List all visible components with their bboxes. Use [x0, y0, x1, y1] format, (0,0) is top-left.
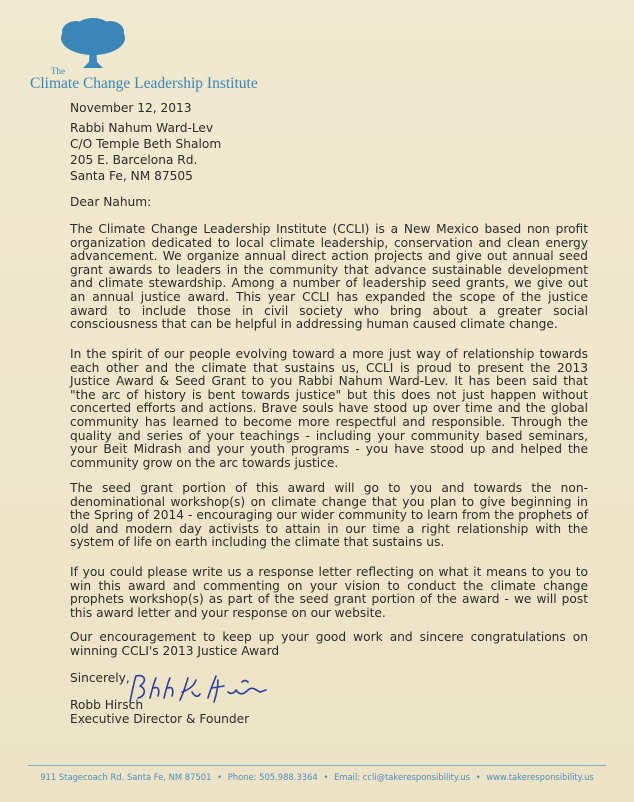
footer-separator: •	[323, 772, 329, 782]
org-name: Climate Change Leadership Institute	[30, 75, 258, 92]
recipient-line: Santa Fe, NM 87505	[70, 169, 193, 183]
body-paragraph: In the spirit of our people evolving toward a more just way of relationship towards each other and the climate that sustains us, CCLI is proud to present the 2013 Justice Award & Seed Grant to you Rabbi Nahum Ward-Lev. It has been said that "the arc of history is bent towards justice" but this does not just happen without concerted efforts and actions. Brave souls have stood up over time and the global community has learned to become more respectful and responsible. Through the quality and series of your teachings - including your community based seminars, your Beit Midrash and your youth programs - you have stood up and helped the community grow on the arc towards justice.	[70, 347, 588, 470]
recipient-address	[70, 122, 588, 186]
body-paragraph: Our encouragement to keep up your good work and sincere congratulations on winning CCLI's 2013 Justice Award	[70, 630, 588, 658]
tree-icon	[58, 18, 128, 70]
footer-separator: •	[217, 772, 223, 782]
letter-date: November 12, 2013	[70, 101, 192, 115]
signer-name: Robb Hirsch	[70, 698, 144, 712]
footer-separator: •	[475, 772, 481, 782]
recipient-line: C/O Temple Beth Shalom	[70, 137, 222, 151]
footer-email: Email: ccli@takeresponsibility.us	[334, 772, 471, 782]
footer-phone: Phone: 505.988.3364	[227, 772, 318, 782]
salutation: Dear Nahum:	[70, 195, 152, 209]
closing: Sincerely,	[70, 671, 130, 685]
footer-divider	[28, 765, 606, 766]
footer-contact	[28, 772, 606, 782]
footer-website: www.takeresponsibility.us	[486, 772, 594, 782]
org-name-prefix: The	[51, 66, 65, 76]
signer-title: Executive Director & Founder	[70, 712, 250, 726]
body-paragraph: The Climate Change Leadership Institute (CCLI) is a New Mexico based non profit organization dedicated to local climate leadership, conservation and clean energy advancement. We organize annual direct action projects and give out annual seed grant awards to leaders in the community that advance sustainable development and climate stewardship. Among a number of leadership seed grants, we give out an annual justice award. This year CCLI has expanded the scope of the justice award to include those in civil society who bring about a greater social consciousness that can be helpful in addressing human caused climate change.	[70, 222, 588, 332]
recipient-line: 205 E. Barcelona Rd.	[70, 153, 198, 167]
body-paragraph: If you could please write us a response letter reflecting on what it means to you to win this award and commenting on your vision to conduct the climate change prophets workshop(s) as part of the seed grant portion of the award - we will post this award letter and your response on our website.	[70, 565, 588, 620]
body-paragraph: The seed grant portion of this award will go to you and towards the non-denominational workshop(s) on climate change that you plan to give beginning in the Spring of 2014 - encouraging our wider community to learn from the prophets of old and modern day activists to attain in our time a right relationship with the system of life on earth including the climate that sustains us.	[70, 481, 588, 550]
recipient-line: Rabbi Nahum Ward-Lev	[70, 121, 214, 135]
footer-address: 911 Stagecoach Rd. Santa Fe, NM 87501	[40, 772, 212, 782]
org-logo	[30, 18, 270, 93]
